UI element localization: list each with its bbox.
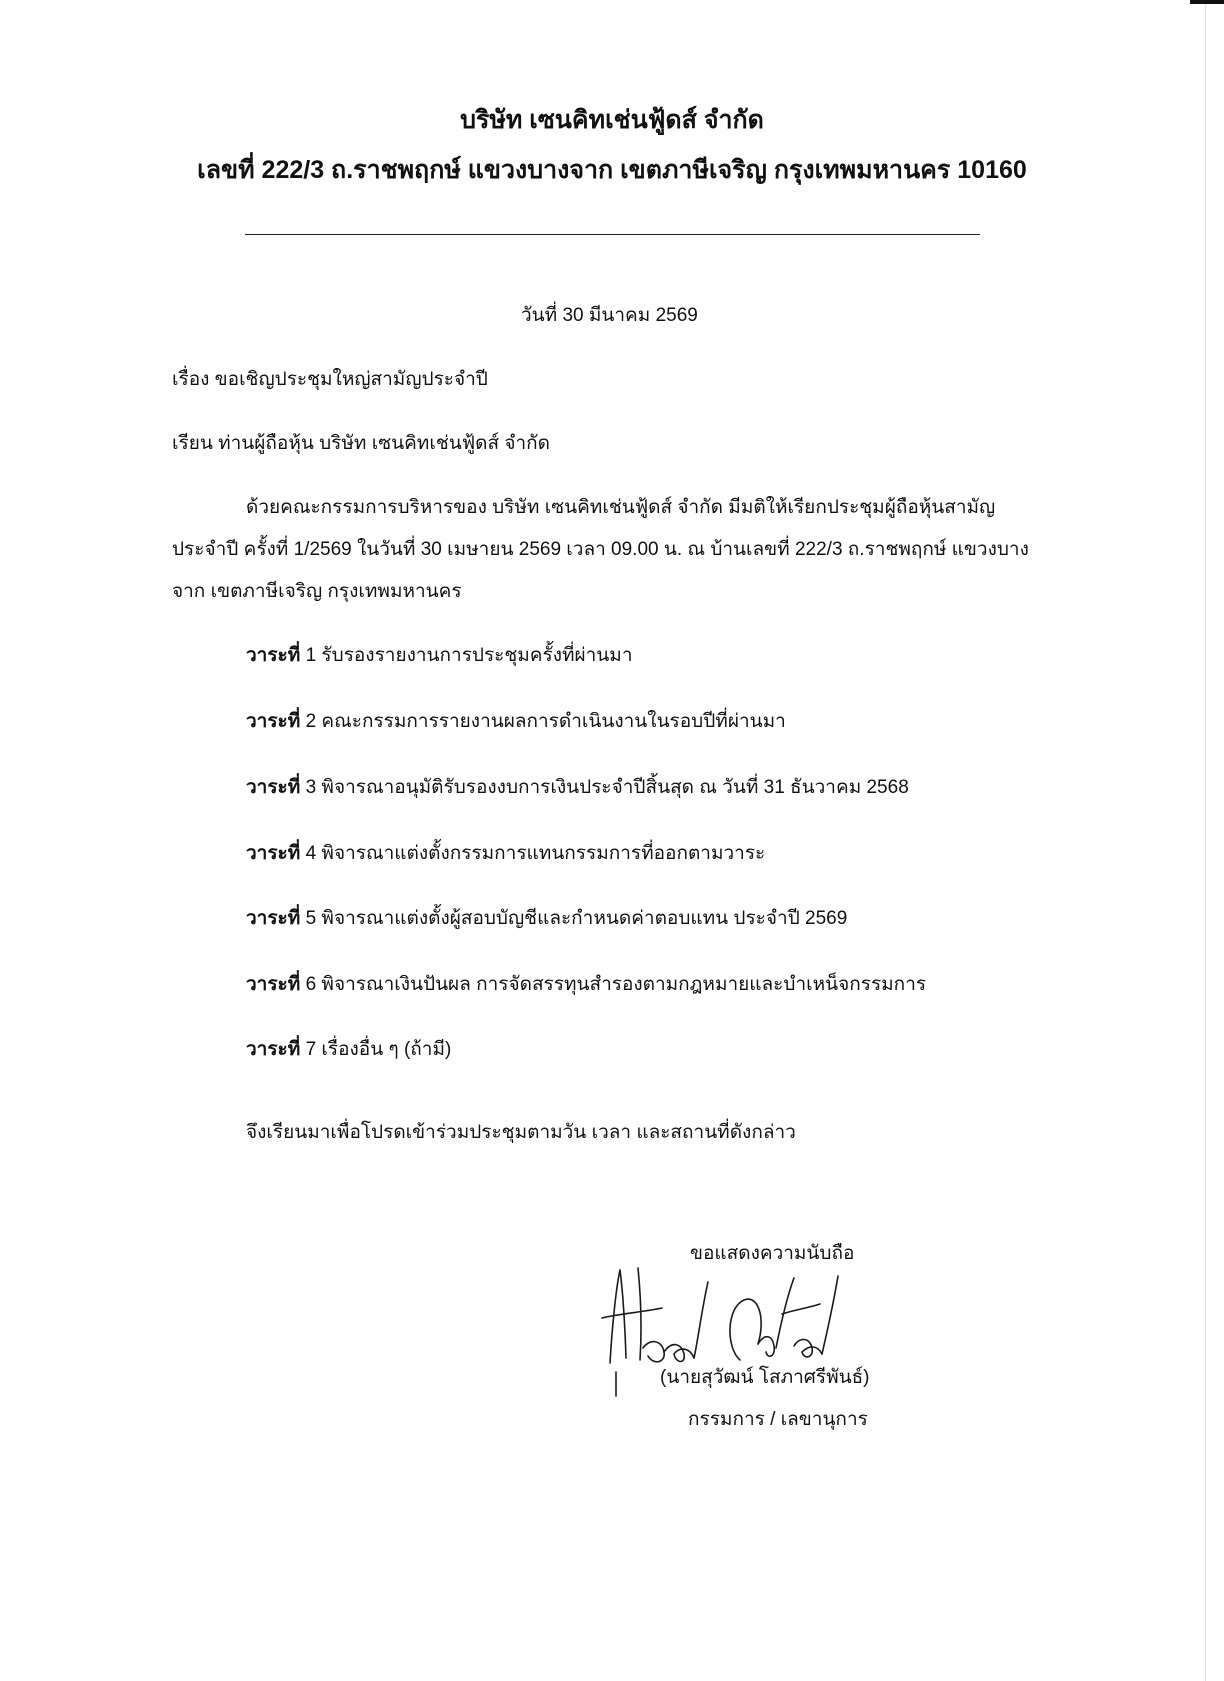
scan-edge-line xyxy=(1205,0,1206,1681)
agenda-text: พิจารณาอนุมัติรับรองงบการเงินประจำปีสิ้นสุด ณ วันที่ 31 ธันวาคม 2568 xyxy=(321,777,909,798)
agenda-text: พิจารณาแต่งตั้งกรรมการแทนกรรมการที่ออกตามวาระ xyxy=(321,843,766,864)
agenda-text: คณะกรรมการรายงานผลการดำเนินงานในรอบปีที่ผ่านมา xyxy=(321,711,786,732)
scan-mark xyxy=(1190,0,1224,4)
agenda-text: รับรองรายงานการประชุมครั้งที่ผ่านมา xyxy=(321,645,633,666)
agenda-number: 2 xyxy=(305,711,317,732)
signer-name: (นายสุวัฒน์ โสภาศรีพันธ์) xyxy=(660,1367,870,1388)
letter-addressee: เรียน ท่านผู้ถือหุ้น บริษัท เซนคิทเช่นฟู้ดส์ จำกัด xyxy=(172,433,551,454)
signer-title: กรรมการ / เลขานุการ xyxy=(688,1409,868,1430)
letter-date: วันที่ 30 มีนาคม 2569 xyxy=(521,305,698,326)
body-line: ประจำปี ครั้งที่ 1/2569 ในวันที่ 30 เมษายน 2569 เวลา 09.00 น. ณ บ้านเลขที่ 222/3 ถ.ราชพฤกษ์ แขวงบาง xyxy=(172,539,1029,560)
agenda-number: 1 xyxy=(305,645,317,666)
regards-line: ขอแสดงความนับถือ xyxy=(690,1243,855,1264)
agenda-text: เรื่องอื่น ๆ (ถ้ามี) xyxy=(321,1039,452,1060)
agenda-item-4 xyxy=(246,838,765,868)
body-line: ด้วยคณะกรรมการบริหารของ บริษัท เซนคิทเช่นฟู้ดส์ จำกัด มีมติให้เรียกประชุมผู้ถือหุ้นสามัญ xyxy=(246,497,996,518)
agenda-number: 7 xyxy=(305,1039,317,1060)
agenda-item-5 xyxy=(246,903,847,933)
agenda-item-6 xyxy=(246,969,926,999)
agenda-item-2 xyxy=(246,706,786,736)
agenda-label: วาระที่ xyxy=(246,1039,301,1060)
company-address: เลขที่ 222/3 ถ.ราชพฤกษ์ แขวงบางจาก เขตภาษีเจริญ กรุงเทพมหานคร 10160 xyxy=(197,156,1027,184)
agenda-label: วาระที่ xyxy=(246,645,301,666)
agenda-item-1 xyxy=(246,640,633,670)
letter-subject: เรื่อง ขอเชิญประชุมใหญ่สามัญประจำปี xyxy=(172,369,488,390)
agenda-item-7 xyxy=(246,1034,451,1064)
agenda-text: พิจารณาแต่งตั้งผู้สอบบัญชีและกำหนดค่าตอบแทน ประจำปี 2569 xyxy=(321,908,848,929)
agenda-label: วาระที่ xyxy=(246,908,301,929)
agenda-text: พิจารณาเงินปันผล การจัดสรรทุนสำรองตามกฎหมายและบำเหน็จกรรมการ xyxy=(321,974,927,995)
company-name: บริษัท เซนคิทเช่นฟู้ดส์ จำกัด xyxy=(460,106,764,134)
agenda-label: วาระที่ xyxy=(246,974,301,995)
agenda-item-3 xyxy=(246,772,909,802)
agenda-label: วาระที่ xyxy=(246,777,301,798)
agenda-number: 4 xyxy=(305,843,317,864)
header-divider xyxy=(245,234,980,235)
agenda-number: 6 xyxy=(305,974,317,995)
agenda-number: 5 xyxy=(305,908,317,929)
agenda-label: วาระที่ xyxy=(246,843,301,864)
agenda-label: วาระที่ xyxy=(246,711,301,732)
closing-line: จึงเรียนมาเพื่อโปรดเข้าร่วมประชุมตามวัน เวลา และสถานที่ดังกล่าว xyxy=(246,1122,796,1143)
body-line: จาก เขตภาษีเจริญ กรุงเทพมหานคร xyxy=(172,581,462,602)
agenda-number: 3 xyxy=(305,777,317,798)
